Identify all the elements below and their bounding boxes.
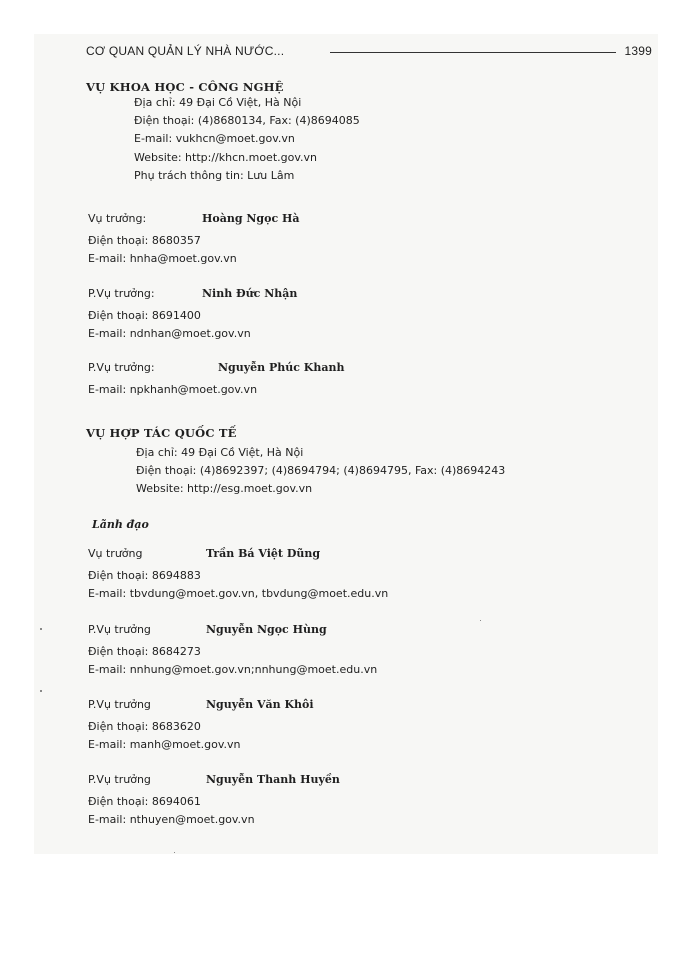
page-number: 1399 [624, 44, 652, 58]
person-role: P.Vụ trưởng [88, 773, 151, 786]
person-name: Nguyễn Phúc Khanh [218, 361, 345, 374]
person-role: P.Vụ trưởng [88, 623, 151, 636]
website-text: Website: http://khcn.moet.gov.vn [134, 150, 317, 164]
person-email: E-mail: npkhanh@moet.gov.vn [88, 383, 258, 396]
person-phone: Điện thoại: 8691400 [88, 309, 201, 322]
scan-speck [40, 690, 42, 692]
group-label-leadership: Lãnh đạo [92, 518, 149, 531]
person-phone: Điện thoại: 8694061 [88, 795, 201, 808]
person-email: E-mail: nnhung@moet.gov.vn;nnhung@moet.edu.vn [88, 663, 378, 676]
person-role: P.Vụ trưởng: [88, 361, 155, 374]
person-phone: Điện thoại: 8684273 [88, 645, 201, 658]
person-name: Nguyễn Thanh Huyền [206, 773, 340, 786]
person-role: P.Vụ trưởng [88, 698, 151, 711]
person-email: E-mail: manh@moet.gov.vn [88, 738, 241, 751]
scan-speck [174, 852, 175, 853]
website-text: Website: http://esg.moet.gov.vn [136, 482, 313, 496]
person-name: Ninh Đức Nhận [202, 287, 298, 300]
scan-speck [40, 628, 42, 630]
section-info-htqt [136, 444, 505, 499]
section-title-htqt: VỤ HỢP TÁC QUỐC TẾ [86, 426, 237, 440]
person-email: E-mail: hnha@moet.gov.vn [88, 252, 237, 265]
person-email: E-mail: nthuyen@moet.gov.vn [88, 813, 255, 826]
email-text: E-mail: vukhcn@moet.gov.vn [134, 132, 295, 146]
address-text: Địa chỉ: 49 Đại Cồ Việt, Hà Nội [136, 446, 304, 459]
person-name: Trần Bá Việt Dũng [206, 547, 321, 560]
scan-speck [480, 620, 481, 621]
person-role: P.Vụ trưởng: [88, 287, 155, 300]
section-title-khcn: VỤ KHOA HỌC - CÔNG NGHỆ [86, 80, 284, 94]
phone-text: Điện thoại: (4)8680134, Fax: (4)8694085 [134, 114, 360, 128]
person-role: Vụ trưởng: [88, 212, 147, 225]
running-header [86, 44, 652, 62]
person-phone: Điện thoại: 8680357 [88, 234, 201, 247]
phone-text: Điện thoại: (4)8692397; (4)8694794; (4)8694795, Fax: (4)8694243 [136, 464, 506, 478]
person-name: Hoàng Ngọc Hà [202, 212, 300, 225]
address-text: Địa chỉ: 49 Đại Cồ Việt, Hà Nội [134, 96, 302, 109]
section-info-khcn [134, 94, 360, 185]
person-email: E-mail: ndnhan@moet.gov.vn [88, 327, 251, 340]
header-rule [330, 52, 616, 53]
person-role: Vụ trưởng [88, 547, 143, 560]
person-name: Nguyễn Văn Khôi [206, 698, 314, 711]
person-phone: Điện thoại: 8694883 [88, 569, 201, 582]
person-email: E-mail: tbvdung@moet.gov.vn, tbvdung@moet.edu.vn [88, 587, 389, 600]
person-name: Nguyễn Ngọc Hùng [206, 623, 327, 636]
contact-text: Phụ trách thông tin: Lưu Lâm [134, 168, 295, 182]
person-phone: Điện thoại: 8683620 [88, 720, 201, 733]
header-title: CƠ QUAN QUẢN LÝ NHÀ NƯỚC... [86, 44, 285, 58]
